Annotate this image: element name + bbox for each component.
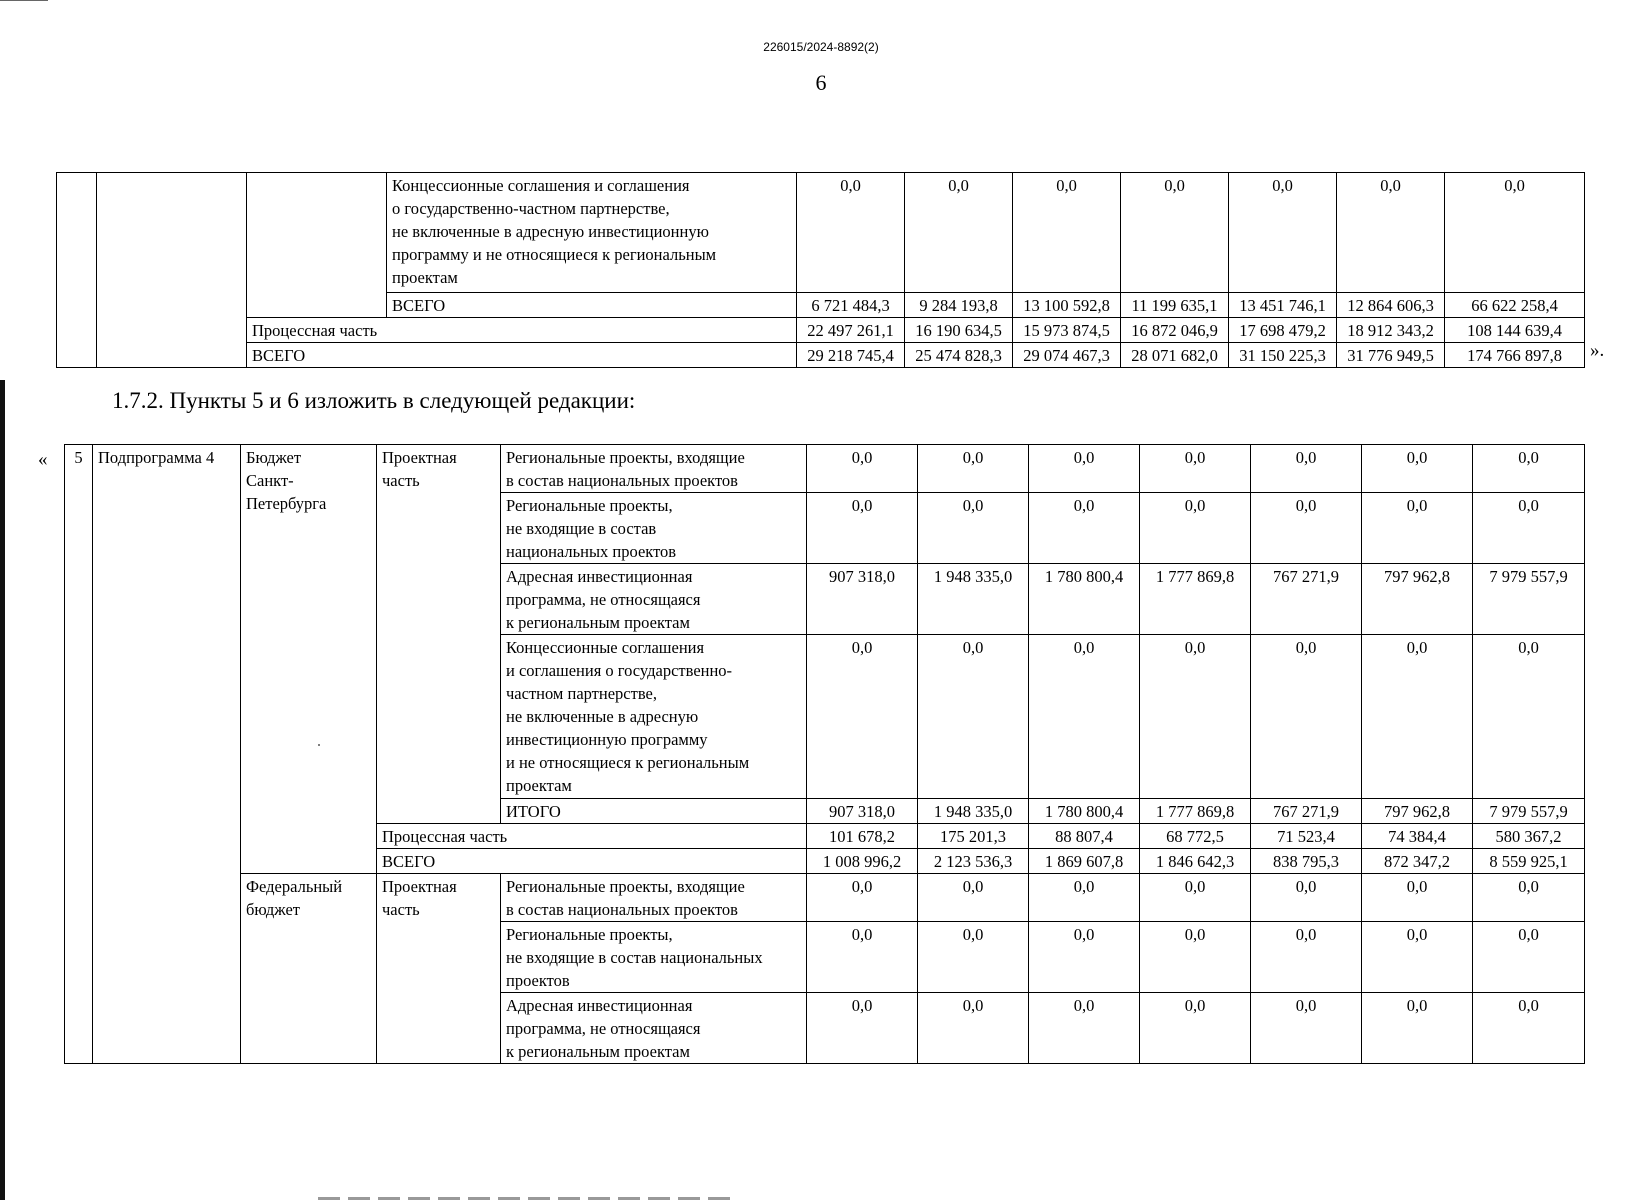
value-cell: 0,0 — [918, 922, 1029, 993]
value-cell: 797 962,8 — [1362, 564, 1473, 635]
section-heading: 1.7.2. Пункты 5 и 6 изложить в следующей редакции: — [112, 388, 636, 413]
value-cell: 1 777 869,8 — [1140, 564, 1251, 635]
budget-federal: Федеральный бюджет — [241, 874, 377, 1064]
project-part-label: Проектная часть — [377, 874, 501, 1064]
value-cell: 29 074 467,3 — [1013, 343, 1121, 368]
row-label: Концессионные соглашения и соглашения о государственно- частном партнерстве, не включенные в адресную инвестиционную программу и не относящиеся к региональным проектам — [501, 635, 807, 799]
value-cell: 0,0 — [1337, 173, 1445, 293]
value-cell: 1 948 335,0 — [918, 799, 1029, 824]
funding-table-continuation — [56, 172, 1585, 368]
value-cell: 0,0 — [1362, 874, 1473, 922]
value-cell: 0,0 — [1251, 993, 1362, 1064]
value-cell: 2 123 536,3 — [918, 849, 1029, 874]
row-label: Региональные проекты, входящие в состав национальных проектов — [501, 445, 807, 493]
row-label: Адресная инвестиционная программа, не относящаяся к региональным проектам — [501, 993, 807, 1064]
value-cell: 1 008 996,2 — [807, 849, 918, 874]
value-cell: 0,0 — [1013, 173, 1121, 293]
value-cell: 0,0 — [1251, 635, 1362, 799]
value-cell: 0,0 — [1362, 635, 1473, 799]
value-cell: 1 846 642,3 — [1140, 849, 1251, 874]
value-cell: 28 071 682,0 — [1121, 343, 1229, 368]
value-cell: 88 807,4 — [1029, 824, 1140, 849]
value-cell: 66 622 258,4 — [1445, 293, 1585, 318]
value-cell: 0,0 — [1473, 922, 1585, 993]
row-label: Процессная часть — [377, 824, 807, 849]
row-label: ИТОГО — [501, 799, 807, 824]
value-cell: 6 721 484,3 — [797, 293, 905, 318]
value-cell: 0,0 — [1251, 445, 1362, 493]
table-row — [57, 343, 1585, 368]
value-cell: 11 199 635,1 — [1121, 293, 1229, 318]
value-cell: 797 962,8 — [1362, 799, 1473, 824]
value-cell: 0,0 — [1251, 874, 1362, 922]
value-cell: 74 384,4 — [1362, 824, 1473, 849]
value-cell: 0,0 — [1140, 493, 1251, 564]
value-cell: 175 201,3 — [918, 824, 1029, 849]
value-cell: 0,0 — [1140, 993, 1251, 1064]
row-label: Адресная инвестиционная программа, не относящаяся к региональным проектам — [501, 564, 807, 635]
value-cell: 1 780 800,4 — [1029, 799, 1140, 824]
value-cell: 0,0 — [1029, 635, 1140, 799]
value-cell: 0,0 — [1029, 493, 1140, 564]
value-cell: 0,0 — [797, 173, 905, 293]
row-label: Концессионные соглашения и соглашения о государственно-частном партнерстве, не включенные в адресную инвестиционную программу и не относящиеся к региональным проектам — [387, 173, 797, 293]
value-cell: 580 367,2 — [1473, 824, 1585, 849]
row-label: ВСЕГО — [387, 293, 797, 318]
value-cell: 16 190 634,5 — [905, 318, 1013, 343]
value-cell: 1 948 335,0 — [918, 564, 1029, 635]
value-cell: 0,0 — [1362, 922, 1473, 993]
opening-quote: « — [38, 449, 48, 470]
value-cell: 101 678,2 — [807, 824, 918, 849]
value-cell: 0,0 — [1029, 922, 1140, 993]
value-cell: 0,0 — [1362, 493, 1473, 564]
value-cell: 12 864 606,3 — [1337, 293, 1445, 318]
budget-spb: Бюджет Санкт- Петербурга — [241, 445, 377, 874]
table-row — [65, 874, 1585, 922]
value-cell: 0,0 — [1140, 445, 1251, 493]
value-cell: 0,0 — [1251, 493, 1362, 564]
value-cell: 0,0 — [1251, 922, 1362, 993]
row-label: Региональные проекты, входящие в состав национальных проектов — [501, 874, 807, 922]
value-cell: 15 973 874,5 — [1013, 318, 1121, 343]
value-cell: 0,0 — [1029, 874, 1140, 922]
page-number: 6 — [815, 70, 827, 95]
value-cell: 0,0 — [1473, 635, 1585, 799]
scan-edge-line — [0, 0, 48, 1]
value-cell: 0,0 — [1473, 493, 1585, 564]
value-cell: 838 795,3 — [1251, 849, 1362, 874]
value-cell: 1 869 607,8 — [1029, 849, 1140, 874]
value-cell: 0,0 — [807, 874, 918, 922]
value-cell: 1 780 800,4 — [1029, 564, 1140, 635]
value-cell: 17 698 479,2 — [1229, 318, 1337, 343]
value-cell: 108 144 639,4 — [1445, 318, 1585, 343]
value-cell: 0,0 — [807, 445, 918, 493]
value-cell: 0,0 — [918, 493, 1029, 564]
value-cell: 0,0 — [807, 635, 918, 799]
table-cell — [57, 173, 97, 368]
value-cell: 0,0 — [1362, 445, 1473, 493]
value-cell: 872 347,2 — [1362, 849, 1473, 874]
value-cell: 767 271,9 — [1251, 799, 1362, 824]
subprogram-funding-table — [64, 444, 1585, 1064]
row-number: 5 — [65, 445, 93, 1064]
value-cell: 7 979 557,9 — [1473, 799, 1585, 824]
value-cell: 0,0 — [918, 445, 1029, 493]
value-cell: 13 451 746,1 — [1229, 293, 1337, 318]
value-cell: 16 872 046,9 — [1121, 318, 1229, 343]
value-cell: 0,0 — [1445, 173, 1585, 293]
project-part-label: Проектная часть — [377, 445, 501, 824]
value-cell: 0,0 — [918, 993, 1029, 1064]
row-label: Региональные проекты, не входящие в состав национальных проектов — [501, 922, 807, 993]
value-cell: 0,0 — [1121, 173, 1229, 293]
value-cell: 29 218 745,4 — [797, 343, 905, 368]
value-cell: 0,0 — [1140, 922, 1251, 993]
value-cell: 0,0 — [1473, 874, 1585, 922]
row-label: Процессная часть — [247, 318, 797, 343]
value-cell: 22 497 261,1 — [797, 318, 905, 343]
value-cell: 7 979 557,9 — [1473, 564, 1585, 635]
table-cell — [97, 173, 247, 368]
value-cell: 767 271,9 — [1251, 564, 1362, 635]
value-cell: 0,0 — [1229, 173, 1337, 293]
row-label: Региональные проекты, не входящие в состав национальных проектов — [501, 493, 807, 564]
value-cell: 1 777 869,8 — [1140, 799, 1251, 824]
value-cell: 0,0 — [807, 922, 918, 993]
value-cell: 0,0 — [807, 493, 918, 564]
value-cell: 0,0 — [1362, 993, 1473, 1064]
subprogram-name: Подпрограмма 4 — [93, 445, 241, 1064]
value-cell: 0,0 — [1029, 445, 1140, 493]
value-cell: 0,0 — [807, 993, 918, 1064]
value-cell: 0,0 — [1029, 993, 1140, 1064]
value-cell: 0,0 — [1140, 874, 1251, 922]
value-cell: 907 318,0 — [807, 799, 918, 824]
value-cell: 0,0 — [1140, 635, 1251, 799]
table-row — [57, 318, 1585, 343]
row-label: ВСЕГО — [377, 849, 807, 874]
value-cell: 9 284 193,8 — [905, 293, 1013, 318]
value-cell: 0,0 — [918, 635, 1029, 799]
value-cell: 907 318,0 — [807, 564, 918, 635]
value-cell: 0,0 — [1473, 993, 1585, 1064]
value-cell: 71 523,4 — [1251, 824, 1362, 849]
document-number: 226015/2024-8892(2) — [763, 40, 879, 54]
scan-speck — [318, 744, 320, 746]
row-label: ВСЕГО — [247, 343, 797, 368]
value-cell: 8 559 925,1 — [1473, 849, 1585, 874]
value-cell: 68 772,5 — [1140, 824, 1251, 849]
value-cell: 174 766 897,8 — [1445, 343, 1585, 368]
value-cell: 0,0 — [1473, 445, 1585, 493]
value-cell: 31 150 225,3 — [1229, 343, 1337, 368]
scan-edge-bar — [0, 380, 5, 1200]
value-cell: 0,0 — [918, 874, 1029, 922]
closing-quote: ». — [1590, 340, 1605, 361]
value-cell: 25 474 828,3 — [905, 343, 1013, 368]
value-cell: 31 776 949,5 — [1337, 343, 1445, 368]
table-cell — [247, 173, 387, 318]
value-cell: 18 912 343,2 — [1337, 318, 1445, 343]
table-row — [65, 445, 1585, 493]
value-cell: 0,0 — [905, 173, 1013, 293]
table-row — [57, 173, 1585, 293]
value-cell: 13 100 592,8 — [1013, 293, 1121, 318]
